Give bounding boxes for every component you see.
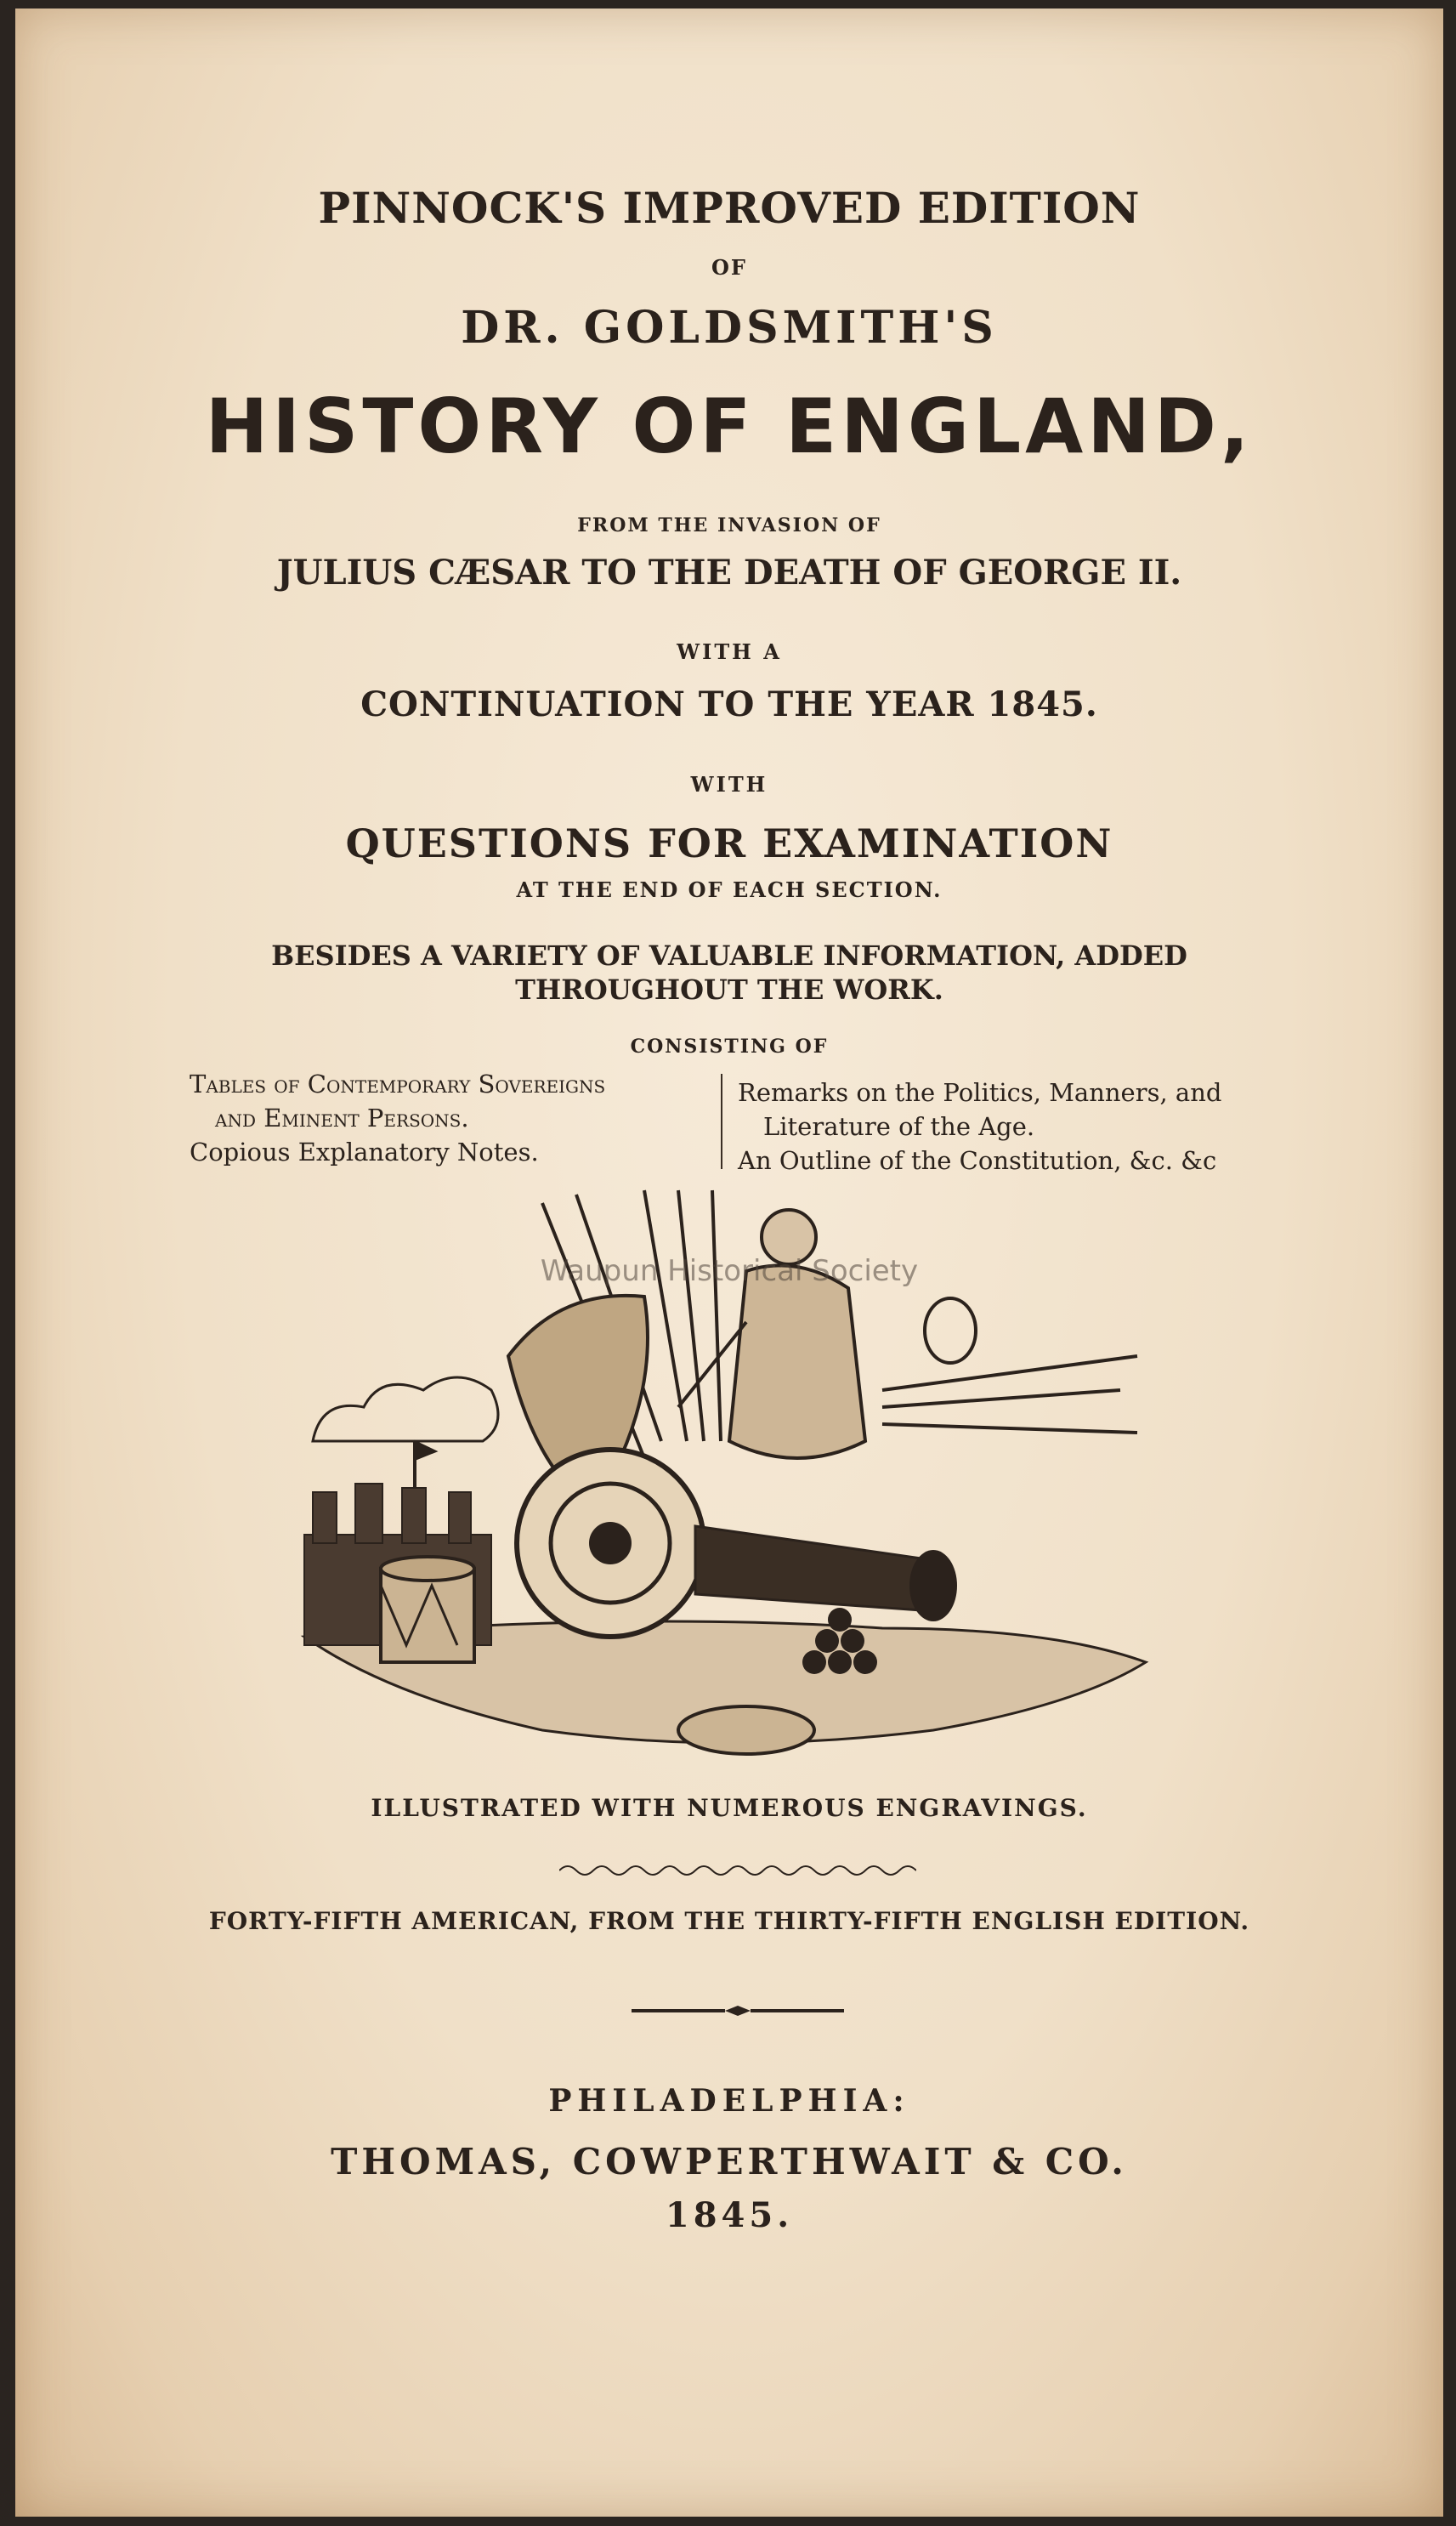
smoke-cloud bbox=[313, 1377, 498, 1441]
title-page bbox=[15, 9, 1443, 2517]
contents-right-item: Literature of the Age. bbox=[763, 1112, 1035, 1141]
contents-left-item: Tables of Contemporary Sovereigns bbox=[190, 1070, 606, 1098]
end-of-section-line: AT THE END OF EACH SECTION. bbox=[516, 877, 943, 902]
questions-line: QUESTIONS FOR EXAMINATION bbox=[345, 820, 1113, 866]
contents-left-item: Copious Explanatory Notes. bbox=[190, 1138, 539, 1167]
cannon-icon bbox=[695, 1526, 957, 1621]
edition-line: FORTY-FIFTH AMERICAN, FROM THE THIRTY-FIFTH ENGLISH EDITION. bbox=[208, 1907, 1250, 1935]
figure-icon bbox=[678, 1210, 865, 1458]
contents-right bbox=[738, 1076, 1316, 1178]
continuation-line: CONTINUATION TO THE YEAR 1845. bbox=[360, 684, 1098, 724]
cannon-wheel-icon bbox=[517, 1450, 704, 1637]
rule-ornament bbox=[632, 2002, 844, 2019]
contents-left bbox=[190, 1067, 700, 1169]
from-invasion-line: FROM THE INVASION OF bbox=[577, 514, 881, 536]
illustrated-note: ILLUSTRATED WITH NUMEROUS ENGRAVINGS. bbox=[371, 1794, 1088, 1822]
with-a-line: WITH A bbox=[677, 639, 782, 664]
throughout-line: THROUGHOUT THE WORK. bbox=[515, 974, 943, 1006]
column-divider bbox=[721, 1074, 722, 1169]
wavy-ornament bbox=[559, 1862, 916, 1879]
shield-icon bbox=[678, 1706, 814, 1754]
contents-left-item: and Eminent Persons. bbox=[215, 1104, 469, 1132]
contents-right-item: An Outline of the Constitution, &c. &c bbox=[738, 1146, 1217, 1175]
with-line: WITH bbox=[690, 772, 768, 797]
watermark: Waupun Historical Society bbox=[540, 1254, 919, 1288]
drum-icon bbox=[381, 1557, 474, 1662]
contents-columns bbox=[190, 1067, 1295, 1175]
trumpet-icon bbox=[882, 1298, 1137, 1433]
imprint-year: 1845. bbox=[665, 2195, 794, 2235]
period-line: JULIUS CÆSAR TO THE DEATH OF GEORGE II. bbox=[276, 553, 1182, 593]
imprint-city: PHILADELPHIA: bbox=[548, 2083, 910, 2119]
book-title: HISTORY OF ENGLAND, bbox=[205, 383, 1254, 470]
consisting-of-line: CONSISTING OF bbox=[630, 1036, 829, 1058]
besides-line: BESIDES A VARIETY OF VALUABLE INFORMATION, ADDED bbox=[271, 939, 1187, 972]
edition-heading: PINNOCK'S IMPROVED EDITION bbox=[318, 183, 1141, 233]
author-line: DR. GOLDSMITH'S bbox=[461, 302, 998, 354]
imprint-publisher: THOMAS, COWPERTHWAIT & CO. bbox=[331, 2141, 1128, 2183]
of-line: OF bbox=[711, 255, 747, 280]
contents-right-item: Remarks on the Politics, Manners, and bbox=[738, 1078, 1222, 1107]
